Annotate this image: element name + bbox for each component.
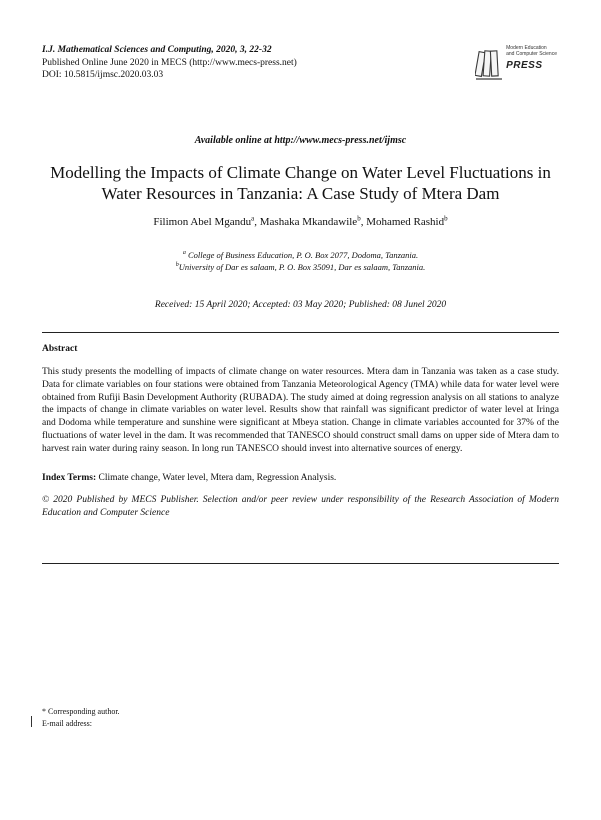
corresponding-author-note: * Corresponding author. (42, 707, 120, 716)
logo-press-label: PRESS (506, 59, 543, 71)
affiliation-a-text: College of Business Education, P. O. Box 2077, Dodoma, Tanzania. (185, 250, 419, 261)
abstract-body: This study presents the modelling of impacts of climate change on water resources. Mtera dam in Tanzania was taken as a case study. Data for climate variables on four stations were obtained from Tanzania Meteorological Agency (TMA) while data for water level were obtained from Rufiji Basin Development Authority (RUBADA). The study aimed at doing regression analysis on all stations to analyze the impacts of change in climate variables on water level. Results show that rainfall was significant predictor of water level at Iringa and Dodoma while temperature and sunshine were significant at Mbeya station. Change in climate variables accounted for 37% of the fluctuations of water level in the dam. It was recommended that TANESCO should construct small dams on upper side of Mtera dam to harvest rain water during rainy season. In long run TANESCO should invest into alternative sources of energy. (42, 366, 559, 455)
logo-name-line1: Modern Education (506, 45, 547, 51)
abstract-heading: Abstract (42, 343, 78, 354)
author-separator: , (254, 216, 260, 229)
affiliation-b (42, 261, 559, 273)
author-1 (153, 216, 259, 228)
author-1-name: Filimon Abel Mgandu (153, 216, 252, 229)
journal-published-line: Published Online June 2020 in MECS (http://www.mecs-press.net) (42, 57, 297, 68)
affiliations (42, 249, 559, 274)
author-2 (260, 216, 366, 228)
affiliation-a (42, 249, 559, 261)
divider-above-footnote (42, 563, 559, 564)
author-1-affiliation-mark: a (251, 214, 255, 223)
author-2-affiliation-mark: b (357, 214, 361, 223)
journal-title: I.J. Mathematical Sciences and Computing, 2020, 3, 22-32 (42, 45, 272, 55)
page-header (42, 44, 559, 87)
authors-line (42, 214, 559, 228)
author-3-name: Mohamed Rashid (366, 216, 445, 229)
author-3-affiliation-mark: b (444, 214, 448, 223)
mecs-press-logo (475, 46, 557, 87)
paper-title: Modelling the Impacts of Climate Change on Water Level Fluctuations in Water Resources in Tanzania: A Case Study of Mtera Dam (50, 163, 551, 203)
copyright-notice: © 2020 Published by MECS Publisher. Selection and/or peer review under responsibility of the Research Association of Modern Education and Computer Science (42, 495, 559, 519)
author-2-name: Mashaka Mkandawile (259, 216, 358, 229)
affiliation-b-text: University of Dar es salaam, P. O. Box 35091, Dar es salaam, Tanzania. (178, 262, 426, 273)
stacked-books-icon (475, 46, 503, 87)
email-address-note: E-mail address: (42, 719, 92, 728)
journal-doi: DOI: 10.5815/ijmsc.2020.03.03 (42, 70, 164, 81)
divider-above-abstract (42, 332, 559, 333)
footnote-block (42, 706, 120, 730)
author-3 (366, 216, 447, 228)
margin-change-bar (31, 716, 32, 727)
index-terms-list: Climate change, Water level, Mtera dam, Regression Analysis. (96, 473, 337, 484)
index-terms-label: Index Terms: (42, 473, 97, 484)
journal-info (42, 44, 297, 82)
received-accepted-published-line: Received: 15 April 2020; Accepted: 03 May 2020; Published: 08 Junel 2020 (154, 299, 447, 310)
logo-name-line2: and Computer Science (506, 50, 557, 57)
logo-text (506, 46, 557, 71)
author-separator: , (360, 216, 367, 229)
affiliation-b-mark: b (175, 262, 179, 269)
affiliation-a-mark: a (182, 250, 186, 257)
index-terms-line (42, 473, 559, 483)
available-online-line: Available online at http://www.mecs-press.net/ijmsc (194, 135, 407, 146)
